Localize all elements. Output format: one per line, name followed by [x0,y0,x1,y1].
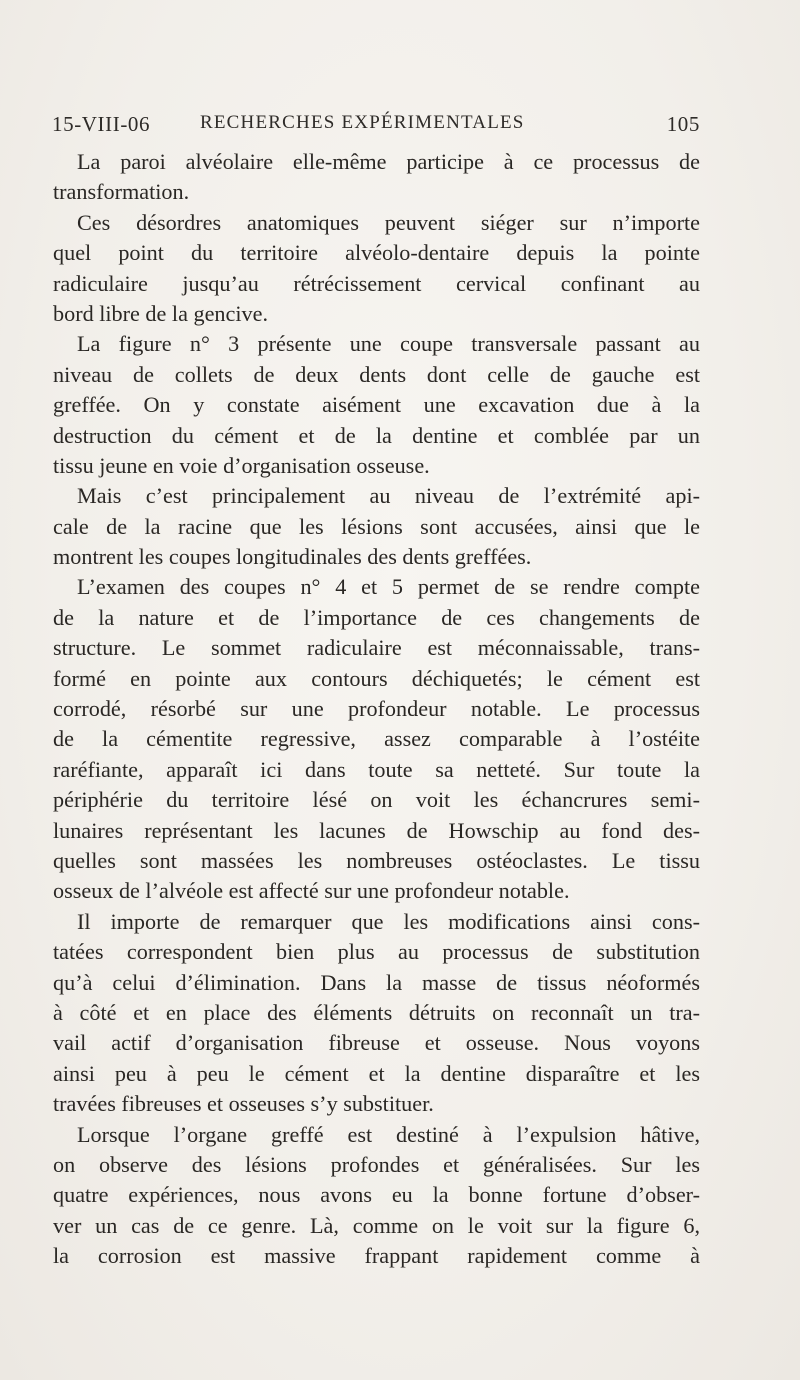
text-line: à côté et en place des éléments détruits on reconnaît un tra- [53,999,700,1025]
text-line: tissu jeune en voie d’organisation osseuse. [53,452,430,478]
text-line: Ces désordres anatomiques peuvent siéger sur n’importe [77,209,700,235]
text-line: osseux de l’alvéole est affecté sur une profondeur notable. [53,878,570,904]
text-line: de la nature et de l’importance de ces changements de [53,604,700,630]
text-line: greffée. On y constate aisément une excavation due à la [53,392,700,418]
text-line: tatées correspondent bien plus au processus de substitution [53,939,700,965]
text-line: ainsi peu à peu le cément et la dentine disparaître et les [53,1060,700,1086]
text-line: Lorsque l’organe greffé est destiné à l’expulsion hâtive, [77,1121,700,1147]
text-line: cale de la racine que les lésions sont accusées, ainsi que le [53,513,700,539]
text-line: de la cémentite regressive, assez comparable à l’ostéite [53,726,700,752]
text-line: périphérie du territoire lésé on voit les échancrures semi- [53,787,700,813]
text-line: destruction du cément et de la dentine et comblée par un [53,422,700,448]
text-line: Mais c’est principalement au niveau de l’extrémité api- [77,483,700,509]
text-line: bord libre de la gencive. [53,300,269,326]
text-line: travées fibreuses et osseuses s’y substituer. [53,1091,434,1117]
text-line: transformation. [53,179,190,205]
text-line: formé en pointe aux contours déchiquetés; le cément est [53,665,700,691]
text-line: L’examen des coupes n° 4 et 5 permet de se rendre compte [77,574,700,600]
text-line: radiculaire jusqu’au rétrécissement cervical confinant au [53,270,700,296]
text-line: ver un cas de ce genre. Là, comme on le voit sur la figure 6, [53,1212,700,1238]
body-text [53,147,700,1271]
text-line: niveau de collets de deux dents dont celle de gauche est [53,361,700,387]
text-line: quatre expériences, nous avons eu la bonne fortune d’obser- [53,1182,700,1208]
running-head [52,112,700,142]
text-line: on observe des lésions profondes et généralisées. Sur les [53,1151,700,1177]
text-line: lunaires représentant les lacunes de Howschip au fond des- [53,817,700,843]
text-line: La figure n° 3 présente une coupe transversale passant au [77,331,700,357]
text-line: vail actif d’organisation fibreuse et osseuse. Nous voyons [53,1030,700,1056]
text-line: La paroi alvéolaire elle-même participe à ce processus de [77,149,700,174]
text-line: la corrosion est massive frappant rapidement comme à [53,1243,700,1269]
text-line: quelles sont massées les nombreuses ostéoclastes. Le tissu [53,847,700,873]
text-line: raréfiante, apparaît ici dans toute sa netteté. Sur toute la [53,756,700,782]
text-line: structure. Le sommet radiculaire est méconnaissable, trans- [53,635,700,661]
text-line: montrent les coupes longitudinales des dents greffées. [53,544,532,570]
header-date: 15-VIII-06 [52,112,151,136]
text-line: quel point du territoire alvéolo-dentaire depuis la pointe [53,240,700,266]
text-line: Il importe de remarquer que les modifications ainsi cons- [77,908,700,934]
header-title: RECHERCHES EXPÉRIMENTALES [200,112,525,133]
text-line: corrodé, résorbé sur une profondeur notable. Le processus [53,696,700,722]
page-number: 105 [666,112,700,136]
text-line: qu’à celui d’élimination. Dans la masse de tissus néoformés [53,969,700,995]
